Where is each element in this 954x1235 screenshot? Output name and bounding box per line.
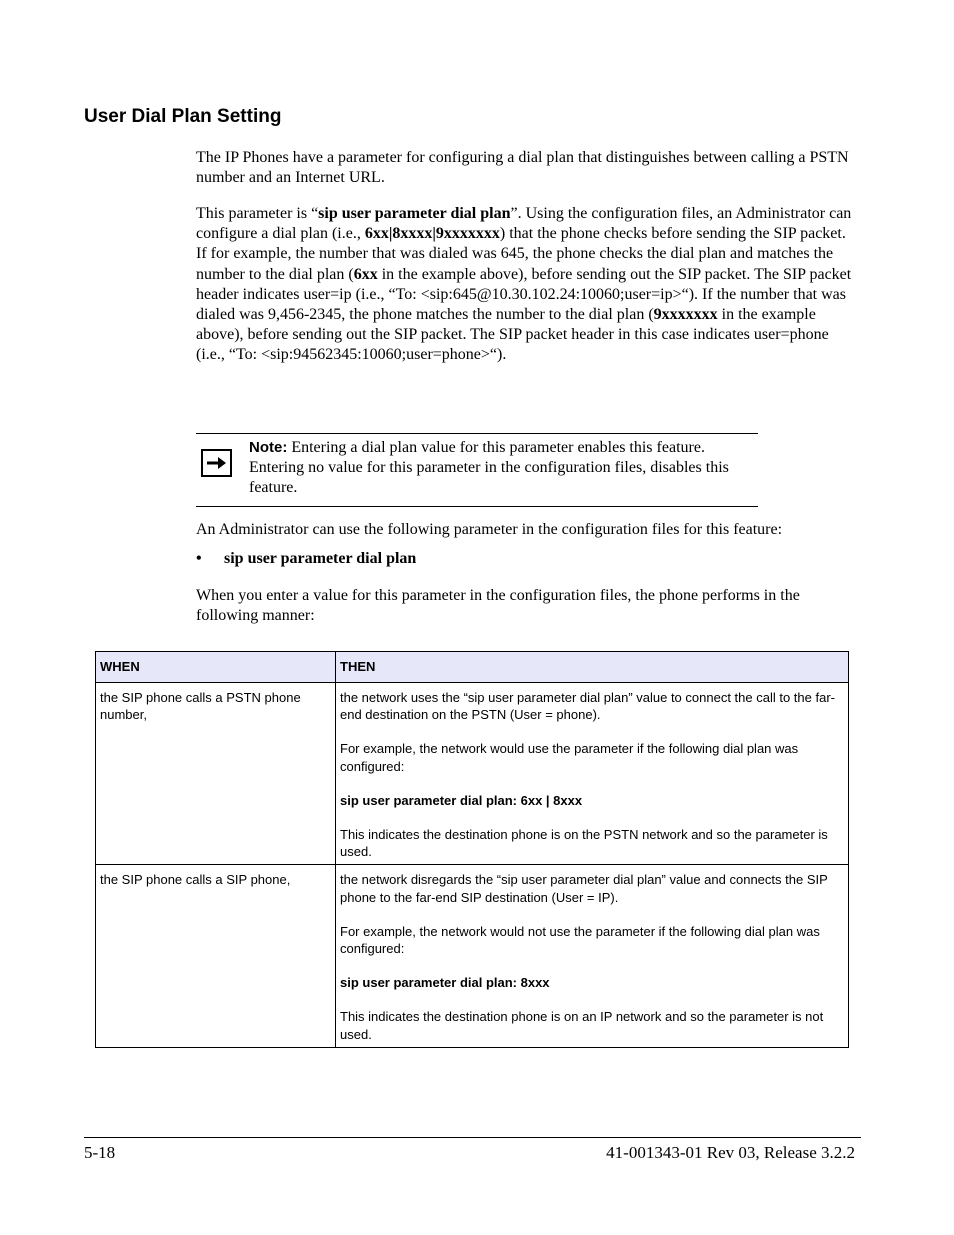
then-text: This indicates the destination phone is on an IP network and so the parameter is not used.: [340, 1009, 824, 1042]
header-when: WHEN: [96, 652, 336, 683]
note-bottom-rule: [196, 506, 758, 507]
table-row: [96, 865, 849, 1047]
then-cell: [336, 683, 849, 865]
admin-paragraph: An Administrator can use the following parameter in the configuration files for this feature:: [196, 521, 783, 538]
header-then: THEN: [336, 652, 849, 683]
then-text: For example, the network would not use the parameter if the following dial plan was configured:: [340, 923, 820, 957]
note-label: Note:: [249, 439, 288, 456]
then-text: For example, the network would use the parameter if the following dial plan was configured:: [340, 741, 799, 774]
document-id: 41-001343-01 Rev 03, Release 3.2.2: [606, 1143, 855, 1162]
when-then-table: [95, 651, 849, 1048]
then-cell: [336, 865, 849, 1047]
then-text: the network disregards the “sip user parameter dial plan” value and connects the SIP phone to the far-end SIP destination (User = IP).: [340, 872, 828, 905]
footer-rule: [84, 1137, 861, 1138]
arrow-right-icon: [201, 449, 232, 477]
table-row: [96, 683, 849, 865]
table-header-row: [96, 652, 849, 683]
intro-paragraph: The IP Phones have a parameter for configuring a dial plan that distinguishes between calling a PSTN number and an Internet URL.: [196, 149, 849, 187]
parameter-bullet: [196, 550, 416, 568]
note-top-rule: [196, 433, 758, 434]
page-number: 5-18: [84, 1143, 116, 1162]
dial-plan-paragraph: This parameter is “sip user parameter dial plan”. Using the configuration files, an Administrator can configure a dial plan (i.e., 6xx|8xxxx|9xxxxxxx) that the phone checks before sending the SIP packet. If for example, the number that was dialed was 645, the phone checks the dial plan and matches the number to the dial plan (6xx in the example above), before sending out the SIP packet. The SIP packet header indicates user=ip (i.e., “To: <sip:645@10.30.102.24:10060;user=ip>“). If the number that was dialed was 9,456-2345, the phone matches the number to the dial plan (9xxxxxxx in the example above), before sending out the SIP packet. The SIP packet header in this case indicates user=phone (i.e., “To: <sip:94562345:10060;user=phone>“).: [196, 205, 852, 364]
then-text: This indicates the destination phone is on the PSTN network and so the parameter is used.: [340, 827, 828, 860]
then-text: the network uses the “sip user parameter dial plan” value to connect the call to the far-end destination on the PSTN (User = phone).: [340, 690, 835, 723]
when-paragraph: When you enter a value for this parameter in the configuration files, the phone performs in the following manner:: [196, 587, 800, 625]
then-example: sip user parameter dial plan: 6xx | 8xxx: [340, 792, 583, 808]
then-example: sip user parameter dial plan: 8xxx: [340, 975, 550, 991]
when-cell: the SIP phone calls a PSTN phone number,: [96, 683, 336, 865]
when-cell: the SIP phone calls a SIP phone,: [96, 865, 336, 1047]
section-title: User Dial Plan Setting: [84, 106, 282, 127]
bullet-mark: •: [196, 550, 202, 567]
bullet-text: sip user parameter dial plan: [224, 550, 417, 567]
note-text: Note: Entering a dial plan value for this parameter enables this feature. Entering no value for this parameter in the configuration files, disables this feature.: [249, 439, 729, 497]
